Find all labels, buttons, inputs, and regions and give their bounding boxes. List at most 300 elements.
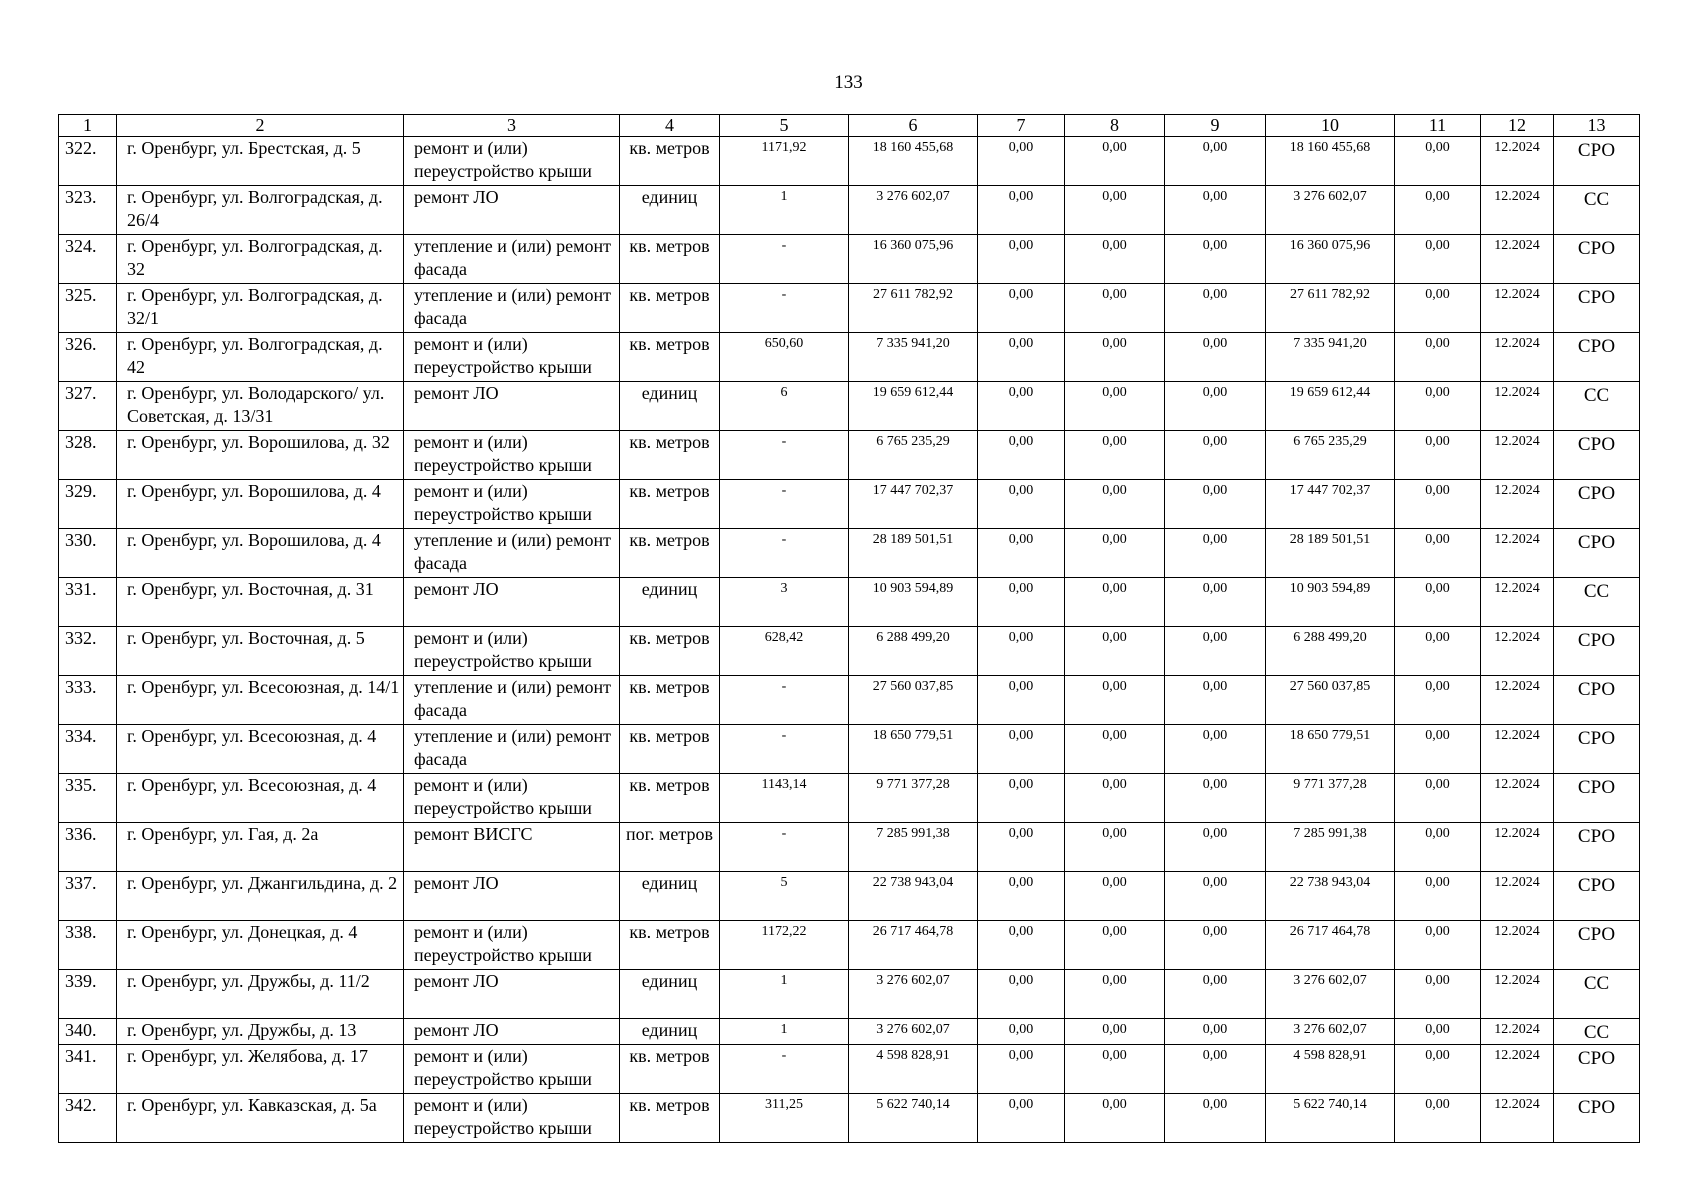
- col8-cell: 0,00: [1065, 1094, 1165, 1143]
- table-header-row: [59, 115, 1640, 137]
- address-cell: г. Оренбург, ул. Восточная, д. 31: [117, 578, 404, 627]
- address-cell: г. Оренбург, ул. Восточная, д. 5: [117, 627, 404, 676]
- col10-cell: 3 276 602,07: [1266, 970, 1395, 1019]
- col10-cell: 4 598 828,91: [1266, 1045, 1395, 1094]
- method-cell: СРО: [1554, 235, 1640, 284]
- work-type-cell: утепление и (или) ремонт фасада: [404, 529, 620, 578]
- column-header: 12: [1481, 115, 1554, 137]
- column-header: 1: [59, 115, 117, 137]
- deadline-cell: 12.2024: [1481, 284, 1554, 333]
- work-type-cell: ремонт ЛО: [404, 578, 620, 627]
- deadline-cell: 12.2024: [1481, 137, 1554, 186]
- unit-cell: кв. метров: [620, 431, 720, 480]
- table-row: [59, 774, 1640, 823]
- col9-cell: 0,00: [1165, 333, 1266, 382]
- unit-cell: кв. метров: [620, 1045, 720, 1094]
- col10-cell: 16 360 075,96: [1266, 235, 1395, 284]
- col8-cell: 0,00: [1065, 137, 1165, 186]
- col10-cell: 18 650 779,51: [1266, 725, 1395, 774]
- deadline-cell: 12.2024: [1481, 333, 1554, 382]
- method-cell: СС: [1554, 1019, 1640, 1045]
- quantity-cell: 311,25: [720, 1094, 849, 1143]
- col11-cell: 0,00: [1395, 921, 1481, 970]
- table-row: [59, 921, 1640, 970]
- table-row: [59, 431, 1640, 480]
- row-number: 341.: [59, 1045, 117, 1094]
- col10-cell: 27 611 782,92: [1266, 284, 1395, 333]
- method-cell: СРО: [1554, 480, 1640, 529]
- work-type-cell: ремонт и (или) переустройство крыши: [404, 774, 620, 823]
- col11-cell: 0,00: [1395, 529, 1481, 578]
- address-cell: г. Оренбург, ул. Гая, д. 2а: [117, 823, 404, 872]
- col8-cell: 0,00: [1065, 823, 1165, 872]
- col8-cell: 0,00: [1065, 235, 1165, 284]
- address-cell: г. Оренбург, ул. Желябова, д. 17: [117, 1045, 404, 1094]
- deadline-cell: 12.2024: [1481, 627, 1554, 676]
- col7-cell: 0,00: [978, 1094, 1065, 1143]
- address-cell: г. Оренбург, ул. Брестская, д. 5: [117, 137, 404, 186]
- table-row: [59, 529, 1640, 578]
- col7-cell: 0,00: [978, 1019, 1065, 1045]
- work-type-cell: утепление и (или) ремонт фасада: [404, 235, 620, 284]
- deadline-cell: 12.2024: [1481, 431, 1554, 480]
- table-row: [59, 382, 1640, 431]
- method-cell: СРО: [1554, 676, 1640, 725]
- col9-cell: 0,00: [1165, 137, 1266, 186]
- column-header: 2: [117, 115, 404, 137]
- row-number: 322.: [59, 137, 117, 186]
- unit-cell: пог. метров: [620, 823, 720, 872]
- col10-cell: 26 717 464,78: [1266, 921, 1395, 970]
- col7-cell: 0,00: [978, 578, 1065, 627]
- col7-cell: 0,00: [978, 725, 1065, 774]
- unit-cell: кв. метров: [620, 333, 720, 382]
- col9-cell: 0,00: [1165, 431, 1266, 480]
- total-cost-cell: 6 765 235,29: [849, 431, 978, 480]
- total-cost-cell: 3 276 602,07: [849, 1019, 978, 1045]
- deadline-cell: 12.2024: [1481, 725, 1554, 774]
- address-cell: г. Оренбург, ул. Ворошилова, д. 32: [117, 431, 404, 480]
- address-cell: г. Оренбург, ул. Джангильдина, д. 2: [117, 872, 404, 921]
- table-row: [59, 186, 1640, 235]
- total-cost-cell: 22 738 943,04: [849, 872, 978, 921]
- method-cell: СРО: [1554, 725, 1640, 774]
- col11-cell: 0,00: [1395, 382, 1481, 431]
- total-cost-cell: 17 447 702,37: [849, 480, 978, 529]
- quantity-cell: -: [720, 284, 849, 333]
- work-type-cell: ремонт ЛО: [404, 970, 620, 1019]
- work-type-cell: ремонт и (или) переустройство крыши: [404, 921, 620, 970]
- col10-cell: 17 447 702,37: [1266, 480, 1395, 529]
- total-cost-cell: 18 160 455,68: [849, 137, 978, 186]
- col8-cell: 0,00: [1065, 284, 1165, 333]
- col9-cell: 0,00: [1165, 676, 1266, 725]
- table-row: [59, 578, 1640, 627]
- col8-cell: 0,00: [1065, 578, 1165, 627]
- address-cell: г. Оренбург, ул. Волгоградская, д. 26/4: [117, 186, 404, 235]
- quantity-cell: 1171,92: [720, 137, 849, 186]
- unit-cell: единиц: [620, 578, 720, 627]
- quantity-cell: 1: [720, 1019, 849, 1045]
- address-cell: г. Оренбург, ул. Волгоградская, д. 42: [117, 333, 404, 382]
- address-cell: г. Оренбург, ул. Всесоюзная, д. 4: [117, 725, 404, 774]
- address-cell: г. Оренбург, ул. Ворошилова, д. 4: [117, 480, 404, 529]
- address-cell: г. Оренбург, ул. Ворошилова, д. 4: [117, 529, 404, 578]
- col10-cell: 10 903 594,89: [1266, 578, 1395, 627]
- row-number: 326.: [59, 333, 117, 382]
- col7-cell: 0,00: [978, 284, 1065, 333]
- col11-cell: 0,00: [1395, 480, 1481, 529]
- total-cost-cell: 27 560 037,85: [849, 676, 978, 725]
- quantity-cell: 628,42: [720, 627, 849, 676]
- total-cost-cell: 3 276 602,07: [849, 970, 978, 1019]
- col7-cell: 0,00: [978, 382, 1065, 431]
- col7-cell: 0,00: [978, 627, 1065, 676]
- col11-cell: 0,00: [1395, 186, 1481, 235]
- col9-cell: 0,00: [1165, 725, 1266, 774]
- column-header: 6: [849, 115, 978, 137]
- table-row: [59, 137, 1640, 186]
- total-cost-cell: 5 622 740,14: [849, 1094, 978, 1143]
- unit-cell: кв. метров: [620, 529, 720, 578]
- col9-cell: 0,00: [1165, 480, 1266, 529]
- work-type-cell: ремонт и (или) переустройство крыши: [404, 627, 620, 676]
- total-cost-cell: 27 611 782,92: [849, 284, 978, 333]
- unit-cell: единиц: [620, 1019, 720, 1045]
- col9-cell: 0,00: [1165, 529, 1266, 578]
- table-body: [59, 137, 1640, 1143]
- column-header: 8: [1065, 115, 1165, 137]
- unit-cell: кв. метров: [620, 774, 720, 823]
- row-number: 333.: [59, 676, 117, 725]
- deadline-cell: 12.2024: [1481, 382, 1554, 431]
- col8-cell: 0,00: [1065, 480, 1165, 529]
- col11-cell: 0,00: [1395, 872, 1481, 921]
- row-number: 337.: [59, 872, 117, 921]
- work-type-cell: ремонт и (или) переустройство крыши: [404, 431, 620, 480]
- row-number: 342.: [59, 1094, 117, 1143]
- total-cost-cell: 19 659 612,44: [849, 382, 978, 431]
- col9-cell: 0,00: [1165, 774, 1266, 823]
- total-cost-cell: 4 598 828,91: [849, 1045, 978, 1094]
- total-cost-cell: 10 903 594,89: [849, 578, 978, 627]
- unit-cell: единиц: [620, 872, 720, 921]
- deadline-cell: 12.2024: [1481, 921, 1554, 970]
- row-number: 324.: [59, 235, 117, 284]
- column-header: 5: [720, 115, 849, 137]
- total-cost-cell: 7 285 991,38: [849, 823, 978, 872]
- col7-cell: 0,00: [978, 921, 1065, 970]
- unit-cell: кв. метров: [620, 676, 720, 725]
- total-cost-cell: 9 771 377,28: [849, 774, 978, 823]
- col7-cell: 0,00: [978, 872, 1065, 921]
- col8-cell: 0,00: [1065, 725, 1165, 774]
- col11-cell: 0,00: [1395, 235, 1481, 284]
- col9-cell: 0,00: [1165, 1019, 1266, 1045]
- work-type-cell: ремонт и (или) переустройство крыши: [404, 1094, 620, 1143]
- method-cell: СРО: [1554, 774, 1640, 823]
- row-number: 327.: [59, 382, 117, 431]
- table-row: [59, 284, 1640, 333]
- address-cell: г. Оренбург, ул. Дружбы, д. 11/2: [117, 970, 404, 1019]
- table-row: [59, 1019, 1640, 1045]
- unit-cell: кв. метров: [620, 137, 720, 186]
- col8-cell: 0,00: [1065, 774, 1165, 823]
- col10-cell: 22 738 943,04: [1266, 872, 1395, 921]
- col9-cell: 0,00: [1165, 186, 1266, 235]
- column-header: 3: [404, 115, 620, 137]
- col10-cell: 6 288 499,20: [1266, 627, 1395, 676]
- capital-repair-table: [58, 114, 1640, 1143]
- table-row: [59, 725, 1640, 774]
- total-cost-cell: 28 189 501,51: [849, 529, 978, 578]
- col10-cell: 5 622 740,14: [1266, 1094, 1395, 1143]
- work-type-cell: ремонт ЛО: [404, 382, 620, 431]
- col10-cell: 7 335 941,20: [1266, 333, 1395, 382]
- col7-cell: 0,00: [978, 137, 1065, 186]
- col8-cell: 0,00: [1065, 872, 1165, 921]
- total-cost-cell: 6 288 499,20: [849, 627, 978, 676]
- quantity-cell: -: [720, 823, 849, 872]
- unit-cell: кв. метров: [620, 921, 720, 970]
- col11-cell: 0,00: [1395, 1045, 1481, 1094]
- col10-cell: 27 560 037,85: [1266, 676, 1395, 725]
- col9-cell: 0,00: [1165, 284, 1266, 333]
- unit-cell: кв. метров: [620, 235, 720, 284]
- col7-cell: 0,00: [978, 970, 1065, 1019]
- total-cost-cell: 7 335 941,20: [849, 333, 978, 382]
- col8-cell: 0,00: [1065, 627, 1165, 676]
- quantity-cell: 1: [720, 970, 849, 1019]
- method-cell: СС: [1554, 186, 1640, 235]
- table-row: [59, 627, 1640, 676]
- row-number: 328.: [59, 431, 117, 480]
- col11-cell: 0,00: [1395, 823, 1481, 872]
- unit-cell: кв. метров: [620, 1094, 720, 1143]
- address-cell: г. Оренбург, ул. Волгоградская, д. 32: [117, 235, 404, 284]
- quantity-cell: -: [720, 676, 849, 725]
- col8-cell: 0,00: [1065, 1045, 1165, 1094]
- col7-cell: 0,00: [978, 823, 1065, 872]
- unit-cell: кв. метров: [620, 725, 720, 774]
- deadline-cell: 12.2024: [1481, 774, 1554, 823]
- deadline-cell: 12.2024: [1481, 578, 1554, 627]
- table-row: [59, 480, 1640, 529]
- address-cell: г. Оренбург, ул. Всесоюзная, д. 14/1: [117, 676, 404, 725]
- col7-cell: 0,00: [978, 676, 1065, 725]
- column-header: 7: [978, 115, 1065, 137]
- col10-cell: 7 285 991,38: [1266, 823, 1395, 872]
- quantity-cell: -: [720, 235, 849, 284]
- col7-cell: 0,00: [978, 333, 1065, 382]
- quantity-cell: -: [720, 529, 849, 578]
- column-header: 9: [1165, 115, 1266, 137]
- deadline-cell: 12.2024: [1481, 676, 1554, 725]
- col11-cell: 0,00: [1395, 676, 1481, 725]
- unit-cell: единиц: [620, 382, 720, 431]
- row-number: 329.: [59, 480, 117, 529]
- deadline-cell: 12.2024: [1481, 872, 1554, 921]
- col9-cell: 0,00: [1165, 970, 1266, 1019]
- col11-cell: 0,00: [1395, 627, 1481, 676]
- work-type-cell: утепление и (или) ремонт фасада: [404, 676, 620, 725]
- method-cell: СРО: [1554, 333, 1640, 382]
- row-number: 330.: [59, 529, 117, 578]
- method-cell: СРО: [1554, 137, 1640, 186]
- total-cost-cell: 16 360 075,96: [849, 235, 978, 284]
- col7-cell: 0,00: [978, 186, 1065, 235]
- col10-cell: 6 765 235,29: [1266, 431, 1395, 480]
- work-type-cell: утепление и (или) ремонт фасада: [404, 725, 620, 774]
- page-number: 133: [834, 72, 863, 93]
- col10-cell: 18 160 455,68: [1266, 137, 1395, 186]
- work-type-cell: ремонт и (или) переустройство крыши: [404, 137, 620, 186]
- work-type-cell: ремонт и (или) переустройство крыши: [404, 333, 620, 382]
- method-cell: СРО: [1554, 823, 1640, 872]
- col9-cell: 0,00: [1165, 1094, 1266, 1143]
- row-number: 335.: [59, 774, 117, 823]
- quantity-cell: 1172,22: [720, 921, 849, 970]
- work-type-cell: ремонт ЛО: [404, 1019, 620, 1045]
- method-cell: СРО: [1554, 872, 1640, 921]
- column-header: 10: [1266, 115, 1395, 137]
- method-cell: СРО: [1554, 921, 1640, 970]
- row-number: 332.: [59, 627, 117, 676]
- col10-cell: 3 276 602,07: [1266, 186, 1395, 235]
- work-type-cell: ремонт ЛО: [404, 872, 620, 921]
- quantity-cell: 1: [720, 186, 849, 235]
- table-row: [59, 676, 1640, 725]
- col8-cell: 0,00: [1065, 921, 1165, 970]
- col7-cell: 0,00: [978, 1045, 1065, 1094]
- col9-cell: 0,00: [1165, 235, 1266, 284]
- table-row: [59, 1094, 1640, 1143]
- col9-cell: 0,00: [1165, 578, 1266, 627]
- col8-cell: 0,00: [1065, 676, 1165, 725]
- deadline-cell: 12.2024: [1481, 529, 1554, 578]
- table-row: [59, 823, 1640, 872]
- work-type-cell: ремонт и (или) переустройство крыши: [404, 480, 620, 529]
- row-number: 334.: [59, 725, 117, 774]
- quantity-cell: -: [720, 1045, 849, 1094]
- col9-cell: 0,00: [1165, 921, 1266, 970]
- method-cell: СС: [1554, 382, 1640, 431]
- method-cell: СРО: [1554, 431, 1640, 480]
- deadline-cell: 12.2024: [1481, 480, 1554, 529]
- quantity-cell: 3: [720, 578, 849, 627]
- col8-cell: 0,00: [1065, 186, 1165, 235]
- total-cost-cell: 18 650 779,51: [849, 725, 978, 774]
- method-cell: СРО: [1554, 1045, 1640, 1094]
- col8-cell: 0,00: [1065, 431, 1165, 480]
- method-cell: СРО: [1554, 529, 1640, 578]
- col7-cell: 0,00: [978, 774, 1065, 823]
- table-row: [59, 872, 1640, 921]
- col7-cell: 0,00: [978, 431, 1065, 480]
- work-type-cell: ремонт ВИСГС: [404, 823, 620, 872]
- col10-cell: 9 771 377,28: [1266, 774, 1395, 823]
- table-row: [59, 970, 1640, 1019]
- col10-cell: 28 189 501,51: [1266, 529, 1395, 578]
- col11-cell: 0,00: [1395, 1094, 1481, 1143]
- column-header: 4: [620, 115, 720, 137]
- col11-cell: 0,00: [1395, 137, 1481, 186]
- quantity-cell: 650,60: [720, 333, 849, 382]
- row-number: 340.: [59, 1019, 117, 1045]
- col8-cell: 0,00: [1065, 529, 1165, 578]
- col9-cell: 0,00: [1165, 627, 1266, 676]
- unit-cell: единиц: [620, 970, 720, 1019]
- col8-cell: 0,00: [1065, 970, 1165, 1019]
- deadline-cell: 12.2024: [1481, 970, 1554, 1019]
- col9-cell: 0,00: [1165, 872, 1266, 921]
- col11-cell: 0,00: [1395, 578, 1481, 627]
- col11-cell: 0,00: [1395, 774, 1481, 823]
- unit-cell: кв. метров: [620, 284, 720, 333]
- total-cost-cell: 3 276 602,07: [849, 186, 978, 235]
- address-cell: г. Оренбург, ул. Донецкая, д. 4: [117, 921, 404, 970]
- quantity-cell: -: [720, 725, 849, 774]
- work-type-cell: ремонт и (или) переустройство крыши: [404, 1045, 620, 1094]
- work-type-cell: утепление и (или) ремонт фасада: [404, 284, 620, 333]
- col9-cell: 0,00: [1165, 823, 1266, 872]
- deadline-cell: 12.2024: [1481, 235, 1554, 284]
- deadline-cell: 12.2024: [1481, 823, 1554, 872]
- address-cell: г. Оренбург, ул. Кавказская, д. 5а: [117, 1094, 404, 1143]
- col8-cell: 0,00: [1065, 333, 1165, 382]
- quantity-cell: -: [720, 480, 849, 529]
- col11-cell: 0,00: [1395, 725, 1481, 774]
- deadline-cell: 12.2024: [1481, 1094, 1554, 1143]
- work-type-cell: ремонт ЛО: [404, 186, 620, 235]
- row-number: 338.: [59, 921, 117, 970]
- column-header: 13: [1554, 115, 1640, 137]
- row-number: 339.: [59, 970, 117, 1019]
- total-cost-cell: 26 717 464,78: [849, 921, 978, 970]
- deadline-cell: 12.2024: [1481, 186, 1554, 235]
- col7-cell: 0,00: [978, 529, 1065, 578]
- deadline-cell: 12.2024: [1481, 1045, 1554, 1094]
- method-cell: СРО: [1554, 284, 1640, 333]
- quantity-cell: 1143,14: [720, 774, 849, 823]
- unit-cell: кв. метров: [620, 627, 720, 676]
- method-cell: СРО: [1554, 1094, 1640, 1143]
- unit-cell: единиц: [620, 186, 720, 235]
- col8-cell: 0,00: [1065, 382, 1165, 431]
- row-number: 336.: [59, 823, 117, 872]
- col11-cell: 0,00: [1395, 284, 1481, 333]
- table-row: [59, 235, 1640, 284]
- col11-cell: 0,00: [1395, 333, 1481, 382]
- col10-cell: 19 659 612,44: [1266, 382, 1395, 431]
- col11-cell: 0,00: [1395, 970, 1481, 1019]
- quantity-cell: -: [720, 431, 849, 480]
- quantity-cell: 5: [720, 872, 849, 921]
- col9-cell: 0,00: [1165, 1045, 1266, 1094]
- row-number: 323.: [59, 186, 117, 235]
- row-number: 325.: [59, 284, 117, 333]
- address-cell: г. Оренбург, ул. Дружбы, д. 13: [117, 1019, 404, 1045]
- col10-cell: 3 276 602,07: [1266, 1019, 1395, 1045]
- address-cell: г. Оренбург, ул. Всесоюзная, д. 4: [117, 774, 404, 823]
- col11-cell: 0,00: [1395, 1019, 1481, 1045]
- table-row: [59, 1045, 1640, 1094]
- col11-cell: 0,00: [1395, 431, 1481, 480]
- method-cell: СРО: [1554, 627, 1640, 676]
- col8-cell: 0,00: [1065, 1019, 1165, 1045]
- quantity-cell: 6: [720, 382, 849, 431]
- table-row: [59, 333, 1640, 382]
